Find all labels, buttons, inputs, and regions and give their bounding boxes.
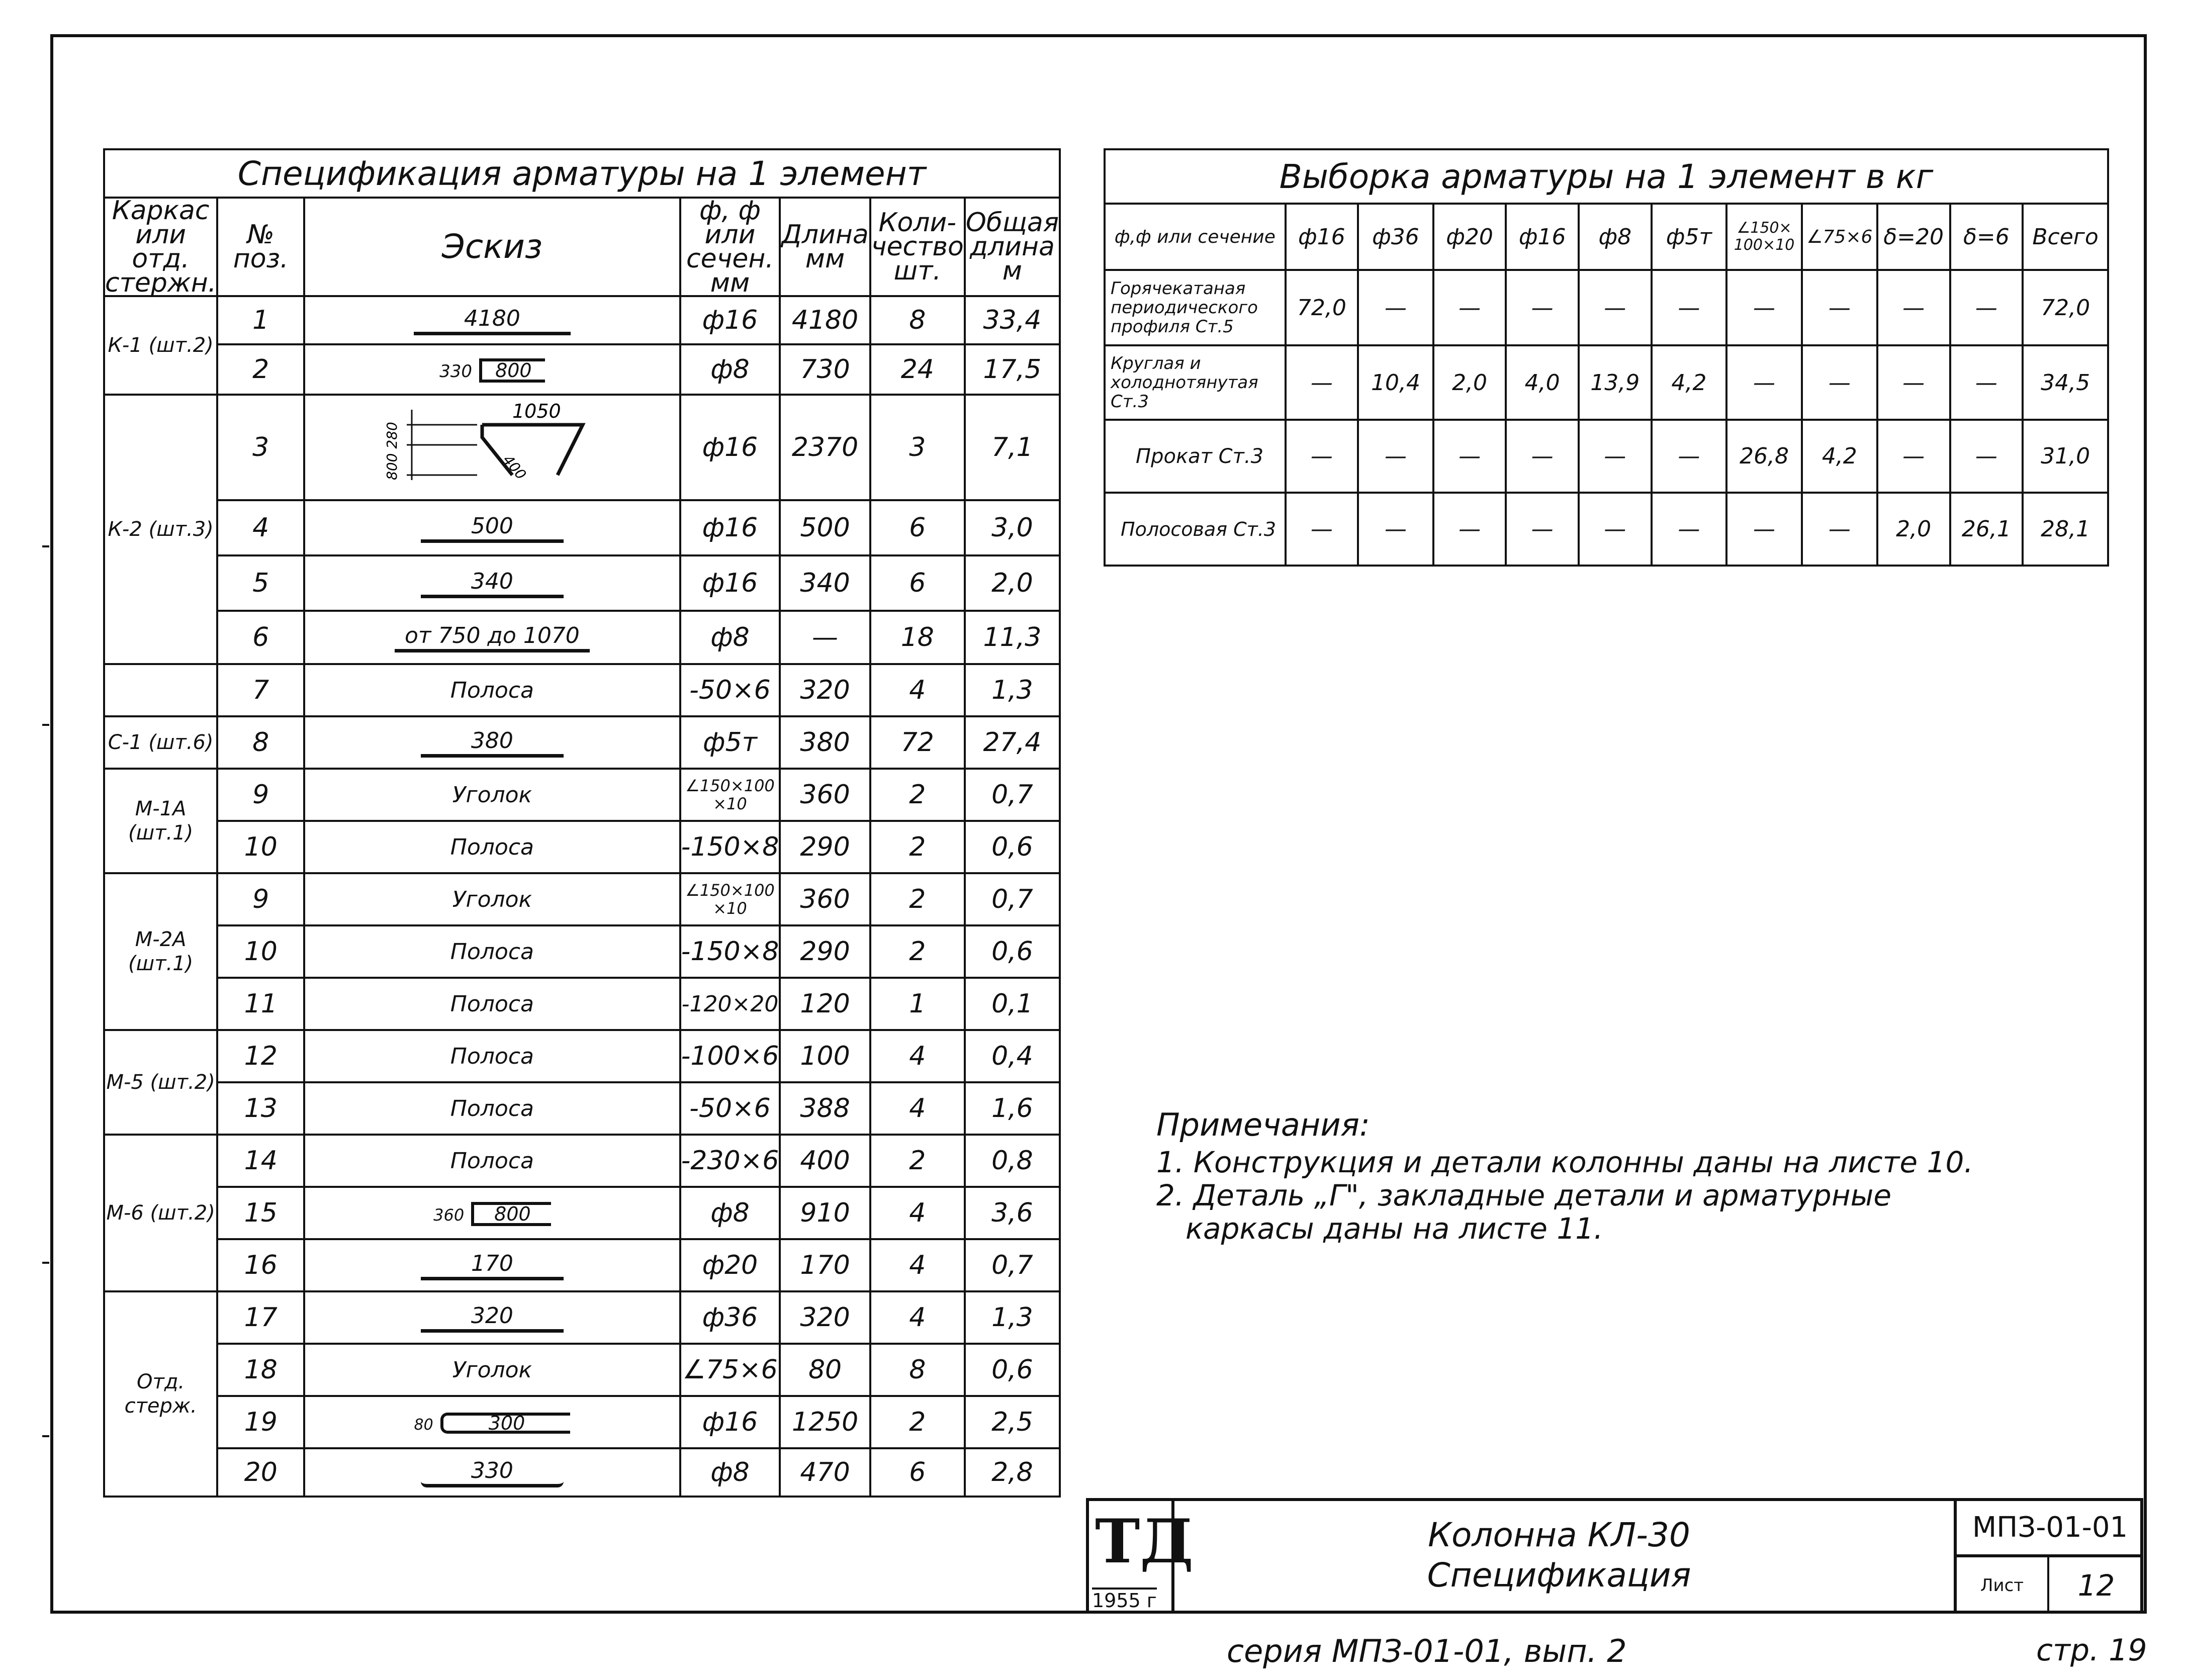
publisher-logo xyxy=(1089,1501,1194,1614)
count-cell: 1 xyxy=(870,978,965,1030)
sel-cell: — xyxy=(1433,270,1506,345)
dim-label: 360 xyxy=(433,1205,465,1225)
header-count: Коли-чество шт. xyxy=(870,198,965,296)
count-cell: 4 xyxy=(870,664,965,716)
count-cell: 2 xyxy=(870,821,965,873)
sel-cell: — xyxy=(1877,420,1950,493)
sel-row-name: Горячекатаная периодического профиля Ст.5 xyxy=(1105,270,1286,345)
diam-cell: -120×20 xyxy=(680,978,780,1030)
table-row xyxy=(104,925,1060,978)
sketch-cell xyxy=(304,1448,680,1497)
group-m5: М-5 (шт.2) xyxy=(104,1030,217,1135)
sketch-cell: Полоса xyxy=(304,1082,680,1135)
sketch-cell xyxy=(304,716,680,769)
pos-cell: 13 xyxy=(217,1082,304,1135)
sketch-cell: Полоса xyxy=(304,664,680,716)
total-cell: 3,0 xyxy=(965,500,1060,555)
sketch-cell xyxy=(304,395,680,500)
sel-cell: — xyxy=(1433,493,1506,566)
count-cell: 4 xyxy=(870,1239,965,1291)
dim-label: 330 xyxy=(439,361,473,382)
sel-cell: 2,0 xyxy=(1877,493,1950,566)
notes-heading: Примечания: xyxy=(1156,1106,1370,1143)
count-cell: 8 xyxy=(870,296,965,344)
length-cell: 388 xyxy=(780,1082,870,1135)
bar-sketch: 320 xyxy=(421,1306,564,1333)
length-cell: 380 xyxy=(780,716,870,769)
table-row xyxy=(104,296,1060,344)
total-cell: 17,5 xyxy=(965,344,1060,395)
pos-cell: 9 xyxy=(217,873,304,925)
count-cell: 24 xyxy=(870,344,965,395)
pos-cell: 18 xyxy=(217,1344,304,1396)
sel-cell: — xyxy=(1506,420,1579,493)
length-cell: 730 xyxy=(780,344,870,395)
count-cell: 72 xyxy=(870,716,965,769)
count-cell: 18 xyxy=(870,611,965,664)
count-cell: 4 xyxy=(870,1187,965,1239)
total-cell: 11,3 xyxy=(965,611,1060,664)
sel-cell: — xyxy=(1506,270,1579,345)
sel-cell: — xyxy=(1286,345,1358,420)
pos-cell: 11 xyxy=(217,978,304,1030)
diam-cell: -100×6 xyxy=(680,1030,780,1082)
total-cell: 0,6 xyxy=(965,821,1060,873)
total-cell: 0,7 xyxy=(965,873,1060,925)
sel-row-name: Полосовая Ст.3 xyxy=(1105,493,1286,566)
header-length: Длина мм xyxy=(780,198,870,296)
bar-sketch: 170 xyxy=(421,1254,564,1280)
sel-cell: — xyxy=(1802,270,1877,345)
diam-cell: ф16 xyxy=(680,555,780,611)
sketch-cell xyxy=(304,344,680,395)
stirrup-sketch: 800 xyxy=(471,1202,551,1226)
loop-sketch: 300 xyxy=(440,1413,571,1434)
sel-cell: — xyxy=(1726,493,1802,566)
sel-cell: — xyxy=(1286,420,1358,493)
count-cell: 2 xyxy=(870,873,965,925)
count-cell: 2 xyxy=(870,769,965,821)
sel-cell: — xyxy=(1802,493,1877,566)
total-cell: 1,6 xyxy=(965,1082,1060,1135)
sel-cell: — xyxy=(1950,270,2023,345)
sel-header-cell: ф16 xyxy=(1286,204,1358,270)
count-cell: 2 xyxy=(870,1396,965,1448)
dim-label: 800 280 xyxy=(383,421,400,480)
count-cell: 6 xyxy=(870,555,965,611)
sel-cell: — xyxy=(1358,270,1433,345)
pos-cell: 12 xyxy=(217,1030,304,1082)
sel-row-name: Прокат Ст.3 xyxy=(1105,420,1286,493)
length-cell: 320 xyxy=(780,664,870,716)
stirrup-sketch: 800 xyxy=(479,358,545,383)
diam-cell: ∠150×100 ×10 xyxy=(680,769,780,821)
sketch-cell xyxy=(304,1396,680,1448)
sel-cell: 72,0 xyxy=(2023,270,2108,345)
sel-header-cell: δ=6 xyxy=(1950,204,2023,270)
total-cell: 0,7 xyxy=(965,769,1060,821)
table-row xyxy=(104,1239,1060,1291)
pos-cell: 10 xyxy=(217,821,304,873)
sel-cell: — xyxy=(1877,345,1950,420)
diam-cell: ∠150×100 ×10 xyxy=(680,873,780,925)
pos-cell: 8 xyxy=(217,716,304,769)
total-cell: 0,7 xyxy=(965,1239,1060,1291)
margin-tick xyxy=(42,1435,49,1437)
sel-cell: — xyxy=(1802,345,1877,420)
sel-cell: 4,2 xyxy=(1652,345,1727,420)
diam-cell: ф8 xyxy=(680,1187,780,1239)
length-cell: 360 xyxy=(780,769,870,821)
diam-cell: ф5т xyxy=(680,716,780,769)
table-row xyxy=(104,1291,1060,1344)
sel-header-cell: ф8 xyxy=(1579,204,1652,270)
diam-cell: ф16 xyxy=(680,395,780,500)
table-row xyxy=(104,769,1060,821)
length-cell: 400 xyxy=(780,1135,870,1187)
bent-bar-sketch xyxy=(377,400,608,490)
dim-label: 400 xyxy=(499,451,530,483)
count-cell: 6 xyxy=(870,1448,965,1497)
total-cell: 0,6 xyxy=(965,925,1060,978)
sel-cell: 4,2 xyxy=(1802,420,1877,493)
sel-row-name: Круглая и холоднотянутая Ст.3 xyxy=(1105,345,1286,420)
sketch-cell xyxy=(304,1239,680,1291)
length-cell: 340 xyxy=(780,555,870,611)
sel-cell: — xyxy=(1950,420,2023,493)
sketch-cell: Полоса xyxy=(304,925,680,978)
count-cell: 4 xyxy=(870,1291,965,1344)
total-cell: 0,1 xyxy=(965,978,1060,1030)
group-m2a: М-2А (шт.1) xyxy=(104,873,217,1030)
spec-title: Спецификация арматуры на 1 элемент xyxy=(104,149,1060,198)
table-row xyxy=(104,821,1060,873)
logo-text: ТД xyxy=(1095,1506,1194,1577)
sel-cell: — xyxy=(1286,493,1358,566)
table-row xyxy=(104,344,1060,395)
pos-cell: 7 xyxy=(217,664,304,716)
diam-cell: -50×6 xyxy=(680,664,780,716)
sel-cell: — xyxy=(1579,270,1652,345)
sketch-cell: Уголок xyxy=(304,769,680,821)
sketch-cell xyxy=(304,500,680,555)
table-row xyxy=(104,1135,1060,1187)
total-cell: 1,3 xyxy=(965,664,1060,716)
total-cell: 33,4 xyxy=(965,296,1060,344)
sketch-cell: Полоса xyxy=(304,1135,680,1187)
drawing-title xyxy=(1174,1515,1944,1596)
total-cell: 3,6 xyxy=(965,1187,1060,1239)
length-cell: 4180 xyxy=(780,296,870,344)
diam-cell: ф16 xyxy=(680,1396,780,1448)
specification-table xyxy=(103,148,1061,1498)
sketch-cell: Уголок xyxy=(304,1344,680,1396)
pos-cell: 15 xyxy=(217,1187,304,1239)
table-row xyxy=(104,1082,1060,1135)
group-otd: Отд. стерж. xyxy=(104,1291,217,1497)
table-row xyxy=(104,1030,1060,1082)
selection-row xyxy=(1105,493,2108,566)
table-row xyxy=(104,716,1060,769)
count-cell: 6 xyxy=(870,500,965,555)
total-cell: 2,0 xyxy=(965,555,1060,611)
table-row xyxy=(104,978,1060,1030)
total-cell: 0,4 xyxy=(965,1030,1060,1082)
title-block xyxy=(1086,1498,2143,1614)
table-row xyxy=(104,873,1060,925)
note-2-cont: каркасы даны на листе 11. xyxy=(1186,1211,1603,1246)
length-cell: 360 xyxy=(780,873,870,925)
drawing-title-line1: Колонна КЛ-30 xyxy=(1428,1516,1690,1554)
length-cell: 500 xyxy=(780,500,870,555)
diam-cell: ф8 xyxy=(680,1448,780,1497)
sel-cell: — xyxy=(1652,493,1727,566)
length-cell: — xyxy=(780,611,870,664)
header-sketch: Эскиз xyxy=(304,198,680,296)
sel-cell: 13,9 xyxy=(1579,345,1652,420)
diam-cell: ф8 xyxy=(680,611,780,664)
table-row xyxy=(104,395,1060,500)
sel-header-cell: ф20 xyxy=(1433,204,1506,270)
dim-label: 80 xyxy=(414,1416,433,1434)
diam-cell: -150×8 xyxy=(680,821,780,873)
drawing-title-line2: Спецификация xyxy=(1427,1556,1691,1595)
selection-row xyxy=(1105,420,2108,493)
length-cell: 910 xyxy=(780,1187,870,1239)
sketch-cell: Полоса xyxy=(304,821,680,873)
total-cell: 7,1 xyxy=(965,395,1060,500)
sel-cell: — xyxy=(1726,270,1802,345)
sel-header-cell: δ=20 xyxy=(1877,204,1950,270)
length-cell: 80 xyxy=(780,1344,870,1396)
sel-cell: — xyxy=(1579,493,1652,566)
group-m1a: М-1А (шт.1) xyxy=(104,769,217,873)
pos-cell: 4 xyxy=(217,500,304,555)
total-cell: 1,3 xyxy=(965,1291,1060,1344)
bar-sketch: 500 xyxy=(421,516,564,543)
series-footer: серия МПЗ-01-01, вып. 2 xyxy=(1227,1633,1627,1669)
pos-cell: 1 xyxy=(217,296,304,344)
selection-title: Выборка арматуры на 1 элемент в кг xyxy=(1105,149,2108,204)
sel-cell: — xyxy=(1358,420,1433,493)
sel-cell: — xyxy=(1950,345,2023,420)
bar-sketch: от 750 до 1070 xyxy=(395,626,590,652)
sel-cell: 34,5 xyxy=(2023,345,2108,420)
length-cell: 2370 xyxy=(780,395,870,500)
sketch-cell xyxy=(304,296,680,344)
total-cell: 2,8 xyxy=(965,1448,1060,1497)
pos-cell: 16 xyxy=(217,1239,304,1291)
pos-cell: 6 xyxy=(217,611,304,664)
note-1: 1. Конструкция и детали колонны даны на листе 10. xyxy=(1156,1145,1973,1179)
pos-cell: 5 xyxy=(217,555,304,611)
note-2: 2. Деталь „Г", закладные детали и арматурные xyxy=(1156,1178,1892,1212)
diam-cell: ф20 xyxy=(680,1239,780,1291)
pos-cell: 3 xyxy=(217,395,304,500)
sel-cell: — xyxy=(1877,270,1950,345)
table-row xyxy=(104,1344,1060,1396)
count-cell: 4 xyxy=(870,1030,965,1082)
margin-tick xyxy=(42,545,49,547)
notes xyxy=(1156,1108,1973,1245)
diam-cell: ф36 xyxy=(680,1291,780,1344)
diam-cell: ф16 xyxy=(680,296,780,344)
count-cell: 2 xyxy=(870,1135,965,1187)
total-cell: 2,5 xyxy=(965,1396,1060,1448)
page-number: стр. 19 xyxy=(2036,1633,2147,1668)
group-k2: К-2 (шт.3) xyxy=(104,395,217,664)
bar-sketch: 380 xyxy=(421,731,564,758)
bar-sketch: 330 xyxy=(421,1461,564,1487)
bar-sketch: 340 xyxy=(421,572,564,598)
diam-cell: ф8 xyxy=(680,344,780,395)
sketch-cell xyxy=(304,1291,680,1344)
sel-cell: 10,4 xyxy=(1358,345,1433,420)
sel-cell: — xyxy=(1358,493,1433,566)
length-cell: 100 xyxy=(780,1030,870,1082)
group-m6: М-6 (шт.2) xyxy=(104,1135,217,1291)
sel-cell: 72,0 xyxy=(1286,270,1358,345)
pos-cell: 17 xyxy=(217,1291,304,1344)
header-total: Общая длина м xyxy=(965,198,1060,296)
selection-header-row xyxy=(1105,204,2108,270)
sel-cell: — xyxy=(1652,270,1727,345)
count-cell: 2 xyxy=(870,925,965,978)
sheet-number: 12 xyxy=(2077,1568,2115,1603)
count-cell: 4 xyxy=(870,1082,965,1135)
logo-year: 1955 г xyxy=(1092,1588,1157,1612)
sel-cell: — xyxy=(1579,420,1652,493)
diam-cell: -50×6 xyxy=(680,1082,780,1135)
sel-cell: 26,1 xyxy=(1950,493,2023,566)
total-cell: 27,4 xyxy=(965,716,1060,769)
drawing-code: МПЗ-01-01 xyxy=(1954,1501,2143,1557)
sel-header-cell: ∠150× 100×10 xyxy=(1726,204,1802,270)
table-row xyxy=(104,555,1060,611)
table-row xyxy=(104,664,1060,716)
diam-cell: ∠75×6 xyxy=(680,1344,780,1396)
pos-cell: 14 xyxy=(217,1135,304,1187)
sel-cell: 28,1 xyxy=(2023,493,2108,566)
selection-table xyxy=(1104,148,2109,567)
sel-header-cell: ∠75×6 xyxy=(1802,204,1877,270)
table-row xyxy=(104,1187,1060,1239)
sel-header-cell: ф,ф или сечение xyxy=(1105,204,1286,270)
sketch-cell xyxy=(304,1187,680,1239)
sketch-cell xyxy=(304,611,680,664)
table-row xyxy=(104,500,1060,555)
count-cell: 3 xyxy=(870,395,965,500)
selection-row xyxy=(1105,345,2108,420)
pos-cell: 20 xyxy=(217,1448,304,1497)
sketch-cell xyxy=(304,555,680,611)
sel-cell: 26,8 xyxy=(1726,420,1802,493)
pos-cell: 2 xyxy=(217,344,304,395)
dim-label: 1050 xyxy=(512,400,561,422)
margin-tick xyxy=(42,724,49,726)
sel-cell: — xyxy=(1433,420,1506,493)
sel-header-cell: Всего xyxy=(2023,204,2108,270)
group-k1: К-1 (шт.2) xyxy=(104,296,217,395)
sheet-label: Лист xyxy=(1954,1557,2049,1614)
table-row xyxy=(104,1396,1060,1448)
diam-cell: -150×8 xyxy=(680,925,780,978)
length-cell: 470 xyxy=(780,1448,870,1497)
sel-cell: — xyxy=(1726,345,1802,420)
header-pos: № поз. xyxy=(217,198,304,296)
sketch-cell: Полоса xyxy=(304,978,680,1030)
sel-cell: 31,0 xyxy=(2023,420,2108,493)
margin-tick xyxy=(42,1262,49,1264)
sel-cell: 2,0 xyxy=(1433,345,1506,420)
header-group: Каркас или отд. стержн. xyxy=(105,196,217,298)
length-cell: 290 xyxy=(780,925,870,978)
sel-cell: — xyxy=(1652,420,1727,493)
length-cell: 170 xyxy=(780,1239,870,1291)
length-cell: 120 xyxy=(780,978,870,1030)
group-empty xyxy=(104,664,217,716)
sketch-cell: Полоса xyxy=(304,1030,680,1082)
sel-cell: — xyxy=(1506,493,1579,566)
bar-sketch: 4180 xyxy=(414,309,571,335)
total-cell: 0,8 xyxy=(965,1135,1060,1187)
header-diam: ф, ф или сечен. мм xyxy=(680,198,780,296)
length-cell: 1250 xyxy=(780,1396,870,1448)
length-cell: 320 xyxy=(780,1291,870,1344)
total-cell: 0,6 xyxy=(965,1344,1060,1396)
group-c1: С-1 (шт.6) xyxy=(104,716,217,769)
pos-cell: 10 xyxy=(217,925,304,978)
table-row xyxy=(104,1448,1060,1497)
sel-header-cell: ф36 xyxy=(1358,204,1433,270)
sketch-cell: Уголок xyxy=(304,873,680,925)
sel-header-cell: ф16 xyxy=(1506,204,1579,270)
length-cell: 290 xyxy=(780,821,870,873)
sel-cell: 4,0 xyxy=(1506,345,1579,420)
diam-cell: -230×6 xyxy=(680,1135,780,1187)
table-row xyxy=(104,611,1060,664)
pos-cell: 19 xyxy=(217,1396,304,1448)
sel-header-cell: ф5т xyxy=(1652,204,1727,270)
diam-cell: ф16 xyxy=(680,500,780,555)
selection-row xyxy=(1105,270,2108,345)
pos-cell: 9 xyxy=(217,769,304,821)
count-cell: 8 xyxy=(870,1344,965,1396)
